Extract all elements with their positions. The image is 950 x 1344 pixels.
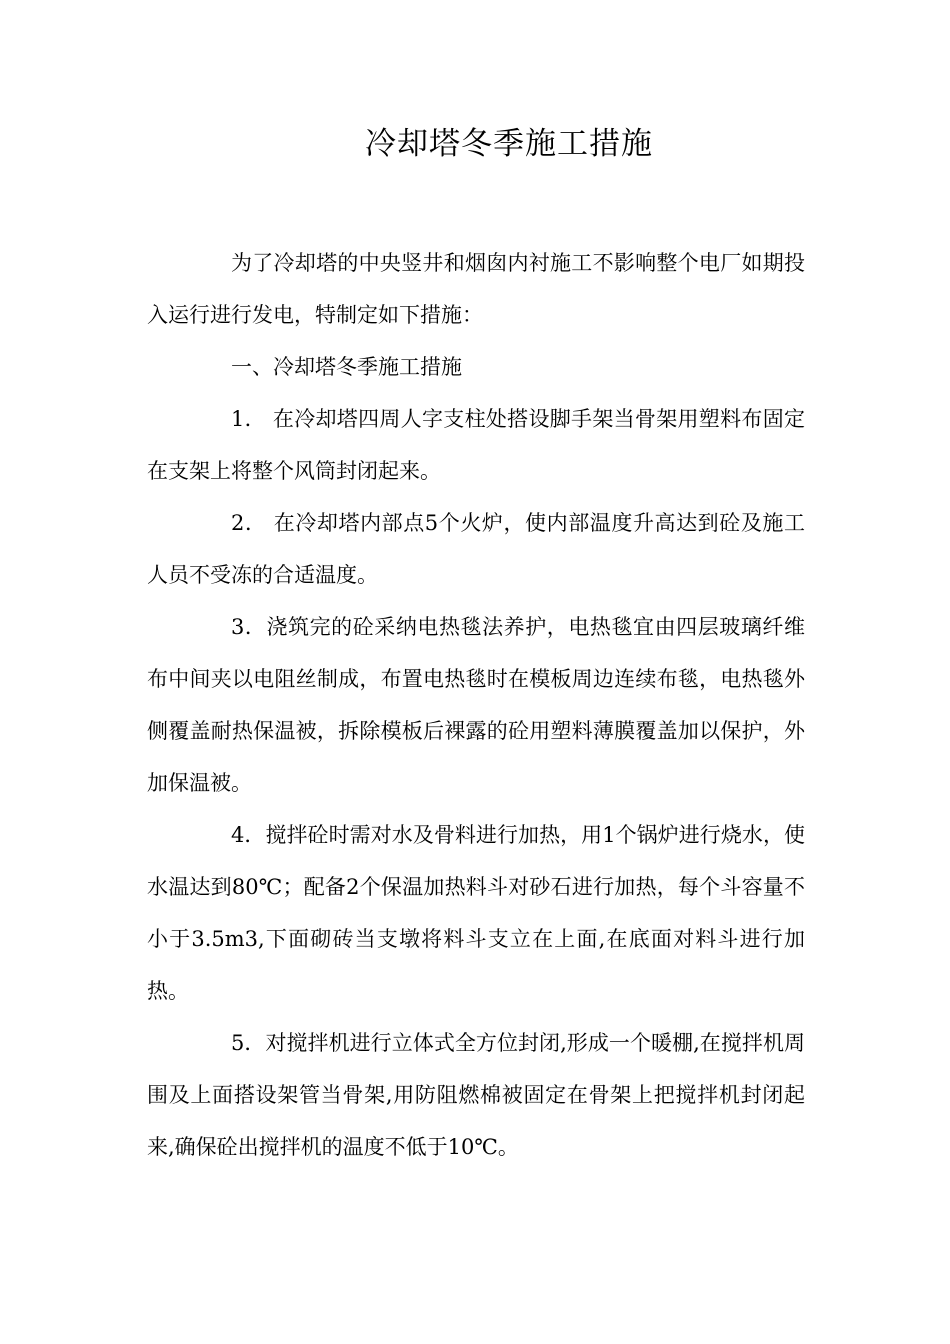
document-body bbox=[147, 237, 805, 1173]
measure-paragraph-5: 5．对搅拌机进行立体式全方位封闭,形成一个暖棚,在搅拌机周围及上面搭设架管当骨架,用防阻燃棉被固定在骨架上把搅拌机封闭起来,确保砼出搅拌机的温度不低于10℃。 bbox=[147, 1031, 805, 1159]
intro-paragraph: 为了冷却塔的中央竖井和烟囱内衬施工不影响整个电厂如期投入运行进行发电，特制定如下措施： bbox=[147, 251, 805, 327]
section-heading: 一、冷却塔冬季施工措施 bbox=[231, 355, 462, 379]
document-title: 冷却塔冬季施工措施 bbox=[365, 126, 653, 162]
measure-paragraph-4: 4．搅拌砼时需对水及骨料进行加热，用1个锅炉进行烧水，使水温达到80℃；配备2个保温加热料斗对砂石进行加热，每个斗容量不小于3.5m3,下面砌砖当支墩将料斗支立在上面,在底面对料斗进行加热。 bbox=[147, 823, 805, 1003]
measure-paragraph-3: 3．浇筑完的砼采纳电热毯法养护，电热毯宜由四层玻璃纤维布中间夹以电阻丝制成，布置电热毯时在模板周边连续布毯，电热毯外侧覆盖耐热保温被，拆除模板后裸露的砼用塑料薄膜覆盖加以保护，外加保温被。 bbox=[147, 615, 805, 795]
measure-paragraph-1: 1． 在冷却塔四周人字支柱处搭设脚手架当骨架用塑料布固定在支架上将整个风筒封闭起来。 bbox=[147, 407, 805, 483]
measure-paragraph-2: 2． 在冷却塔内部点5个火炉，使内部温度升高达到砼及施工人员不受冻的合适温度。 bbox=[147, 511, 805, 587]
